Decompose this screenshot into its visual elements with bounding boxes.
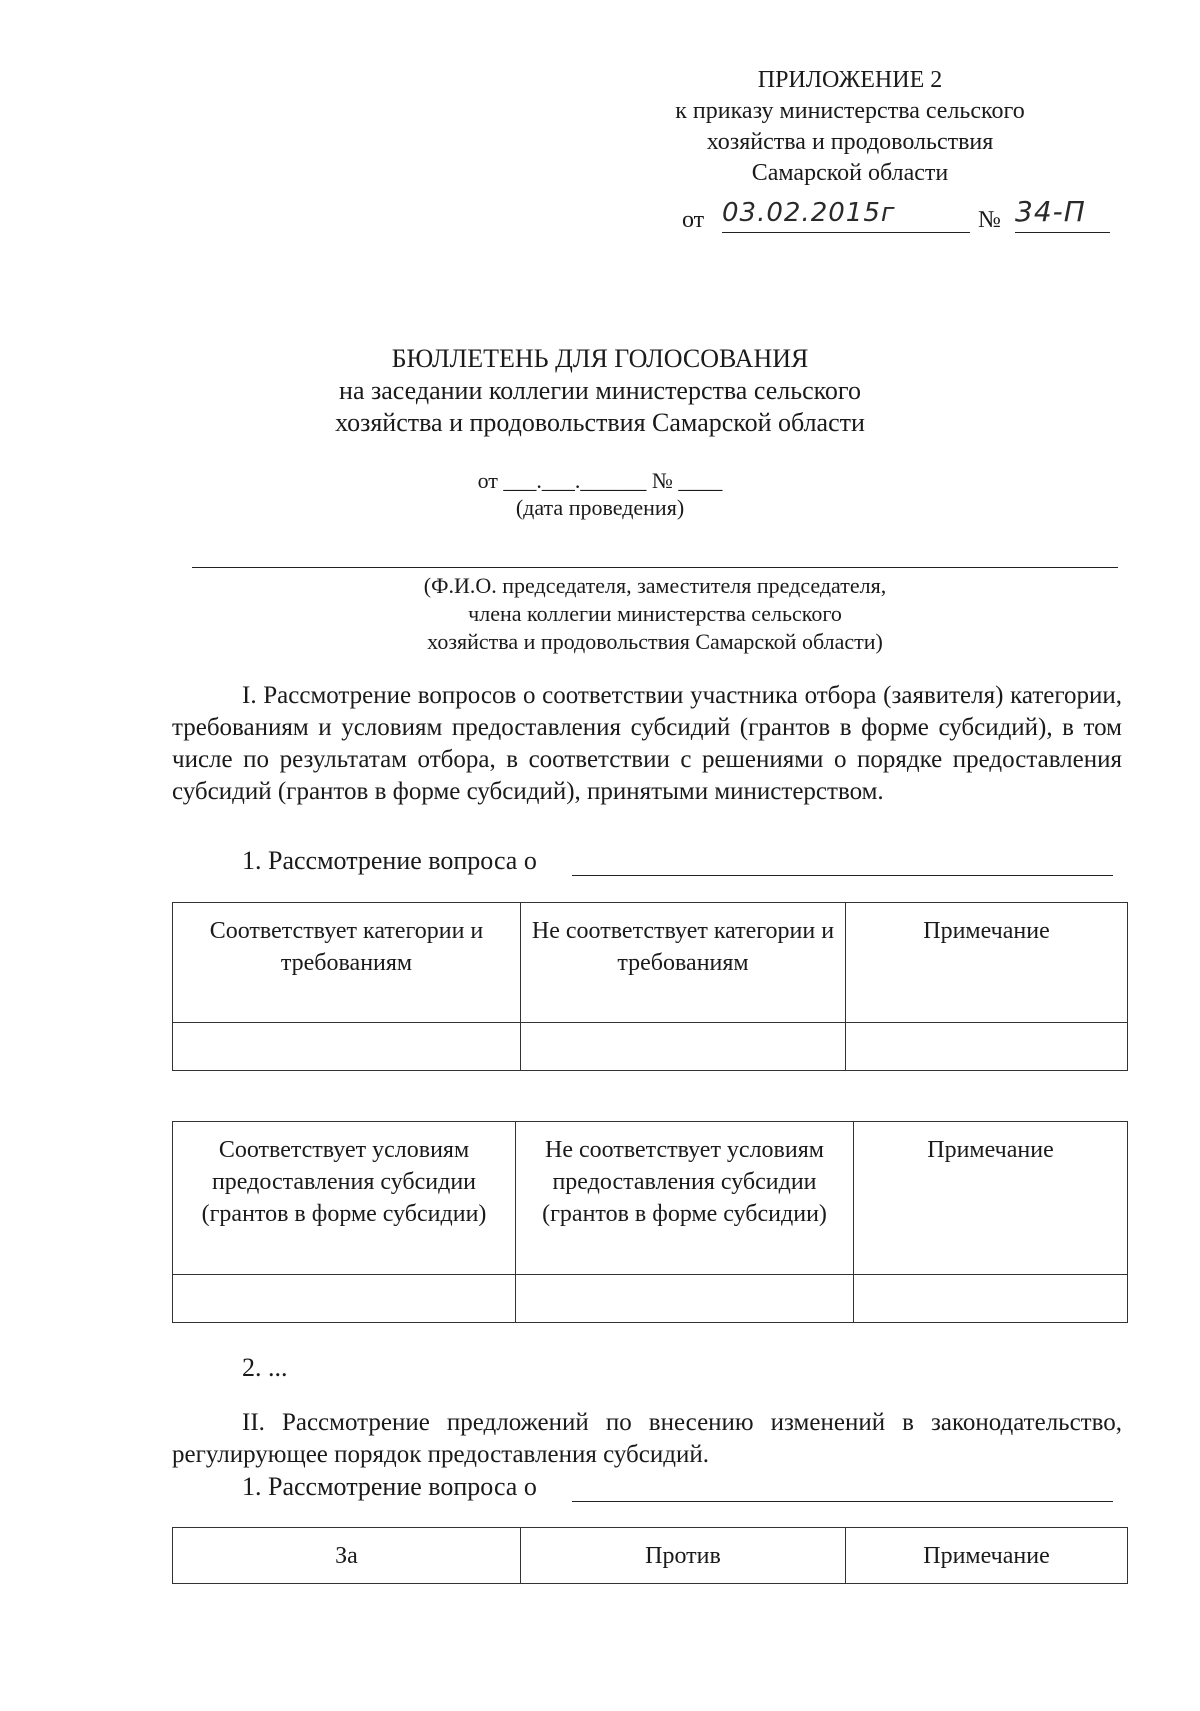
- appendix-title: ПРИЛОЖЕНИЕ 2: [757, 67, 943, 93]
- fio-caption-3: хозяйства и продовольствия Самарской области): [427, 629, 883, 654]
- section1-question-line: [572, 875, 1113, 876]
- table-conditions-cell-1[interactable]: [173, 1275, 516, 1323]
- ballot-title: БЮЛЛЕТЕНЬ ДЛЯ ГОЛОСОВАНИЯ: [391, 344, 809, 373]
- table-vote-against: Против: [521, 1528, 846, 1584]
- fio-line: [192, 567, 1118, 568]
- table-vote-note: Примечание: [846, 1528, 1128, 1584]
- appendix-line1: к приказу министерства сельского: [675, 98, 1025, 124]
- fio-caption-2: члена коллегии министерства сельского: [468, 601, 842, 626]
- table-conditions-col2: Не соответствует условиям предоставления субсидии (грантов в форме субсидии): [516, 1122, 854, 1275]
- table-vote: [172, 1527, 1128, 1584]
- table-category: [172, 902, 1128, 1071]
- section2-paragraph: II. Рассмотрение предложений по внесению изменений в законодательство, регулирующее порядок предоставления субсидий.: [172, 1409, 1122, 1468]
- ballot-subtitle-2: хозяйства и продовольствия Самарской области: [335, 408, 865, 437]
- next-item: 2. ...: [242, 1353, 288, 1382]
- ballot-subtitle-1: на заседании коллегии министерства сельского: [339, 376, 861, 405]
- fio-caption-1: (Ф.И.О. председателя, заместителя председателя,: [423, 573, 887, 598]
- meeting-date-line: от ___.___.______ № ____: [477, 468, 723, 493]
- section2-question: 1. Рассмотрение вопроса о: [242, 1472, 537, 1501]
- appendix-date-handwritten: 03.02.2015г: [722, 198, 970, 233]
- table-category-cell-1[interactable]: [173, 1023, 521, 1071]
- appendix-number-prefix: №: [978, 207, 1001, 233]
- table-conditions-col3: Примечание: [854, 1122, 1128, 1275]
- table-conditions-cell-2[interactable]: [516, 1275, 854, 1323]
- table-conditions-col1: Соответствует условиям предоставления субсидии (грантов в форме субсидии): [173, 1122, 516, 1275]
- table-conditions: [172, 1121, 1128, 1323]
- table-category-col2: Не соответствует категории и требованиям: [521, 903, 846, 1023]
- meeting-date-caption: (дата проведения): [515, 495, 685, 520]
- table-vote-for: За: [173, 1528, 521, 1584]
- appendix-date-prefix: от: [682, 207, 705, 233]
- section1-paragraph: I. Рассмотрение вопросов о соответствии участника отбора (заявителя) категории, требованиям и условиям предоставления субсидий (грантов в форме субсидий), в том числе по результатам отбора, в соответствии с решениями о порядке предоставления субсидий (грантов в форме субсидий), принятыми министерством.: [172, 682, 1122, 805]
- appendix-number-handwritten: 34-П: [1015, 195, 1110, 233]
- table-category-cell-3[interactable]: [846, 1023, 1128, 1071]
- section2-question-line: [572, 1501, 1113, 1502]
- table-category-cell-2[interactable]: [521, 1023, 846, 1071]
- table-category-col3: Примечание: [846, 903, 1128, 1023]
- table-conditions-cell-3[interactable]: [854, 1275, 1128, 1323]
- appendix-line2: хозяйства и продовольствия: [706, 129, 994, 155]
- appendix-line3: Самарской области: [751, 160, 949, 186]
- table-category-col1: Соответствует категории и требованиям: [173, 903, 521, 1023]
- section1-question: 1. Рассмотрение вопроса о: [242, 846, 537, 875]
